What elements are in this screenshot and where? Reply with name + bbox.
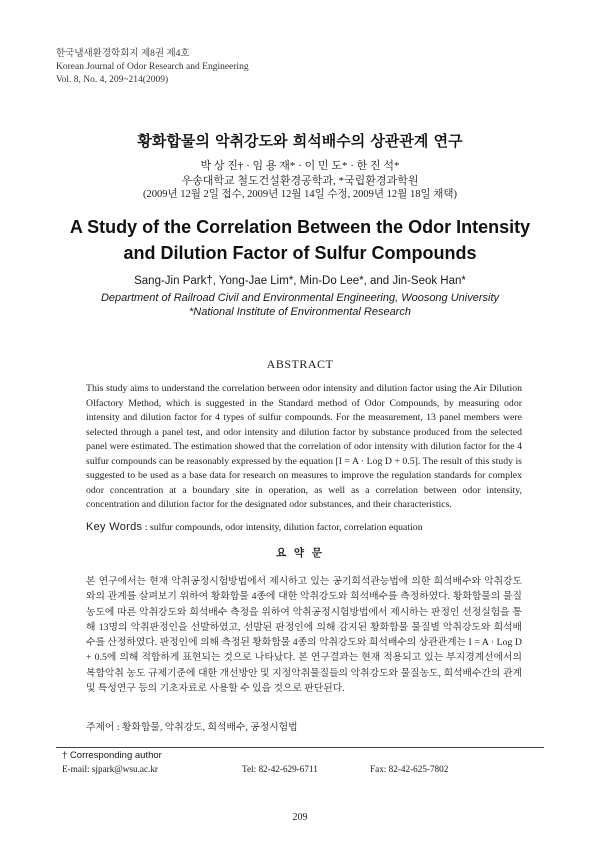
korean-affiliation: 우송대학교 철도건설환경공학과, *국립환경과학원 [181, 175, 419, 187]
contact-fax: Fax: 82-42-625-7802 [370, 764, 449, 774]
contact-info [62, 764, 532, 776]
submission-dates: (2009년 12월 2일 접수, 2009년 12월 14일 수정, 2009년 12월 18일 채택) [142, 189, 457, 200]
journal-header [56, 48, 249, 87]
contact-tel: Tel: 82-42-629-6711 [242, 764, 318, 774]
abstract-text: This study aims to understand the correlation between odor intensity and dilution factor using the Air Dilution Olfactory Method, which is suggested in the Standard method of Odor Compounds, by measuring odor intensity and dilution factor for 4 types of sulfur compounds. For the measurement, 13 panel members were selected through a panel test, and odor intensity and dilution factor by substance produced from the selected panel were estimated. The estimation showed that the correlation of odor intensity with dilution factor for the 4 sulfur compounds can be reasonably expressed by the equation [I = A · Log D + 0.5]. The result of this study is suggested to be used as a base data for research on measures to improve the regulation standards for complex odor concentration at a boundary site in operation, as well as a correlation between odor intensity, concentration and dilution factor for the designated odor substances, and their characteristics. [86, 383, 522, 511]
korean-keywords: 주제어 : 황화합물, 악취강도, 희석배수, 공정시험법 [86, 722, 298, 733]
journal-name-english: Korean Journal of Odor Research and Engineering [56, 62, 249, 72]
korean-summary-text: 본 연구에서는 현재 악취공정시험방법에서 제시하고 있는 공기희석관능법에 의한 희석배수와 악취강도와의 관계를 살펴보기 위하여 황화합물 4종에 대한 악취강도와 희석배수를 측정하였다. 황화합물의 물질농도에 따른 악취강도와 희석배수 측정을 위하여 악취공정시험방법에서 제시하는 판정인 선정실험을 통해 13명의 악취판정인을 선발하였고, 선발된 판정인에 의해 감지된 황화합물 물질별 악취강도와 희석배수를 산정하였다. 판정인에 의해 측정된 황화합물 4종의 악취강도와 희석배수의 상관관계는 I = A · Log D + 0.5에 의해 적합하게 표현되는 것으로 나타났다. 본 연구결과는 현재 적용되고 있는 부지경계선에서의 복합악취 농도 규제기준에 대한 개선방안 및 지정악취물질들의 악취강도와 물질농도, 희석배수간의 관계 및 특성연구 등의 기초자료로 사용할 수 있을 것으로 판단된다. [86, 576, 522, 695]
footnote-divider [56, 747, 544, 748]
volume-info: Vol. 8, No. 4, 209~214(2009) [56, 75, 169, 85]
corresponding-author-label: † Corresponding author [62, 750, 162, 761]
english-affiliation-secondary: *National Institute of Environmental Research [189, 306, 411, 318]
keywords-label: Key Words [86, 521, 143, 533]
korean-title: 황화합물의 악취강도와 희석배수의 상관관계 연구 [137, 132, 463, 150]
contact-email: E-mail: sjpark@wsu.ac.kr [62, 764, 158, 774]
journal-name-korean: 한국냄새환경학회지 제8권 제4호 [56, 49, 190, 59]
korean-summary-heading: 요 약 문 [276, 547, 324, 559]
english-affiliation-primary: Department of Railroad Civil and Environmental Engineering, Woosong University [100, 292, 500, 304]
keywords-list: : sulfur compounds, odor intensity, dilution factor, correlation equation [144, 522, 423, 533]
page-number: 209 [292, 812, 308, 823]
english-title: A Study of the Correlation Between the Odor Intensity and Dilution Factor of Sulfur Compounds [69, 217, 531, 263]
korean-authors: 박 상 진† · 임 용 재* · 이 민 도* · 한 진 석* [200, 160, 400, 172]
english-authors: Sang-Jin Park†, Yong-Jae Lim*, Min-Do Lee*, and Jin-Seok Han* [134, 275, 466, 287]
keywords [86, 521, 526, 533]
abstract-heading: ABSTRACT [266, 357, 334, 371]
